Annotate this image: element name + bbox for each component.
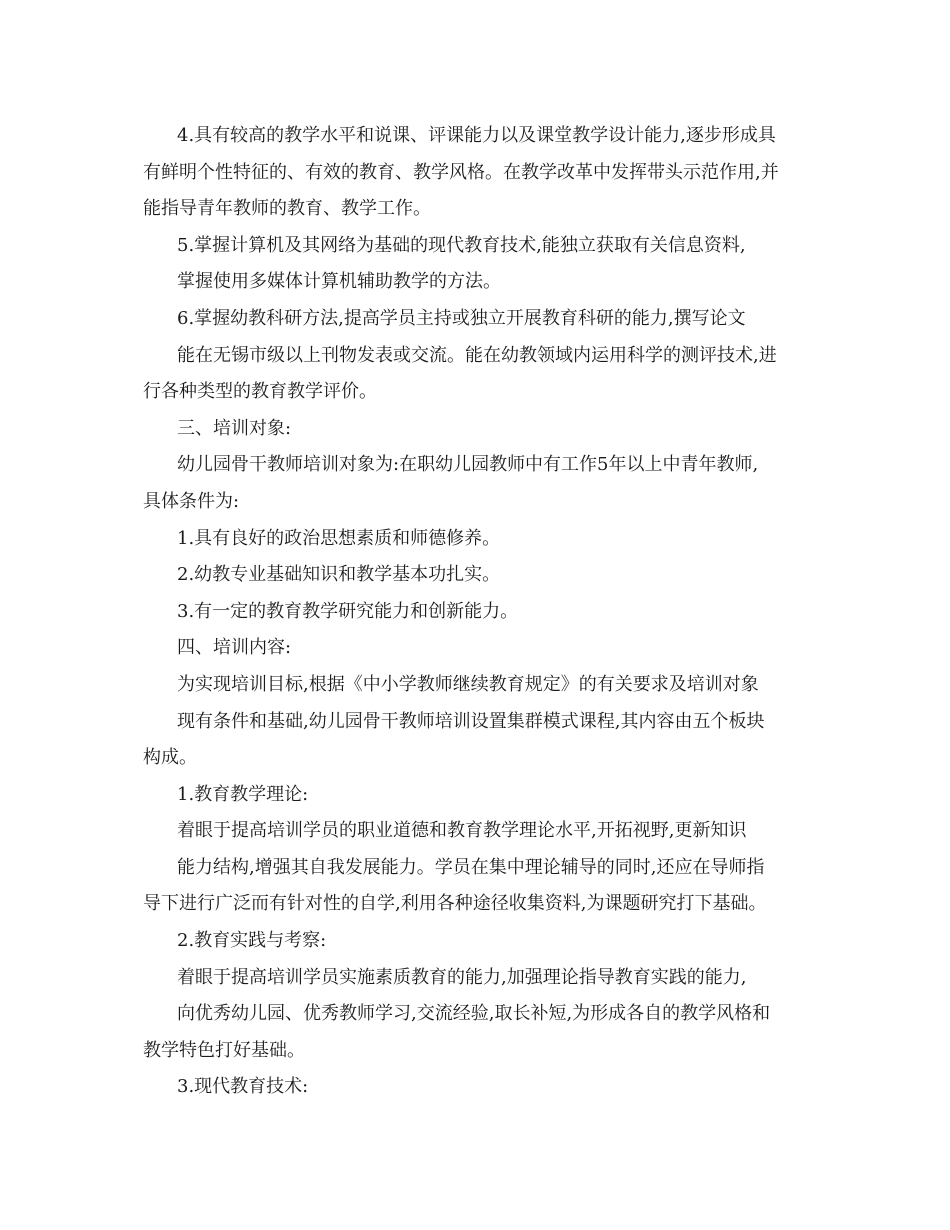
- text-line: 3.有一定的教育教学研究能力和创新能力。: [177, 600, 519, 622]
- text-line: 能力结构,增强其自我发展能力。学员在集中理论辅导的同时,还应在导师指: [177, 856, 765, 878]
- text-line: 四、培训内容:: [177, 637, 292, 659]
- text-line: 有鲜明个性特征的、有效的教育、教学风格。在教学改革中发挥带头示范作用,并: [143, 161, 779, 183]
- text-line: 6.掌握幼教科研方法,提高学员主持或独立开展教育科研的能力,撰写论文: [177, 307, 746, 329]
- text-line: 2.幼教专业基础知识和教学基本功扎实。: [177, 564, 501, 586]
- text-line: 1.具有良好的政治思想素质和师德修养。: [177, 527, 501, 549]
- text-line: 4.具有较高的教学水平和说课、评课能力以及课堂教学设计能力,逐步形成具: [177, 125, 776, 146]
- text-line: 现有条件和基础,幼儿园骨干教师培训设置集群模式课程,其内容由五个板块: [177, 710, 765, 732]
- text-line: 能在无锡市级以上刊物发表或交流。能在幼教领域内运用科学的测评技术,进: [177, 344, 777, 366]
- text-line: 幼儿园骨干教师培训对象为:在职幼儿园教师中有工作5年以上中青年教师,: [177, 454, 759, 476]
- text-line: 向优秀幼儿园、优秀教师学习,交流经验,取长补短,为形成各自的教学风格和: [177, 1003, 771, 1025]
- text-line: 5.掌握计算机及其网络为基础的现代教育技术,能独立获取有关信息资料,: [177, 234, 746, 256]
- text-line: 掌握使用多媒体计算机辅助教学的方法。: [177, 271, 501, 293]
- text-line: 导下进行广泛而有针对性的自学,利用各种途径收集资料,为课题研究打下基础。: [143, 893, 767, 915]
- text-line: 具体条件为:: [143, 490, 240, 512]
- text-line: 3.现代教育技术:: [177, 1076, 309, 1098]
- text-line: 2.教育实践与考察:: [177, 930, 327, 952]
- text-line: 1.教育教学理论:: [177, 783, 309, 805]
- text-line: 三、培训对象:: [177, 417, 292, 439]
- text-line: 着眼于提高培训学员的职业道德和教育教学理论水平,开拓视野,更新知识: [177, 820, 747, 842]
- text-line: 着眼于提高培训学员实施素质教育的能力,加强理论指导教育实践的能力,: [177, 966, 747, 988]
- document-body: [143, 118, 813, 1106]
- text-line: 能指导青年教师的教育、教学工作。: [143, 198, 431, 220]
- text-line: 行各种类型的教育教学评价。: [143, 381, 377, 403]
- text-line: 教学特色打好基础。: [143, 1039, 305, 1061]
- text-line: 构成。: [143, 747, 197, 769]
- text-line: 为实现培训目标,根据《中小学教师继续教育规定》的有关要求及培训对象: [177, 673, 759, 695]
